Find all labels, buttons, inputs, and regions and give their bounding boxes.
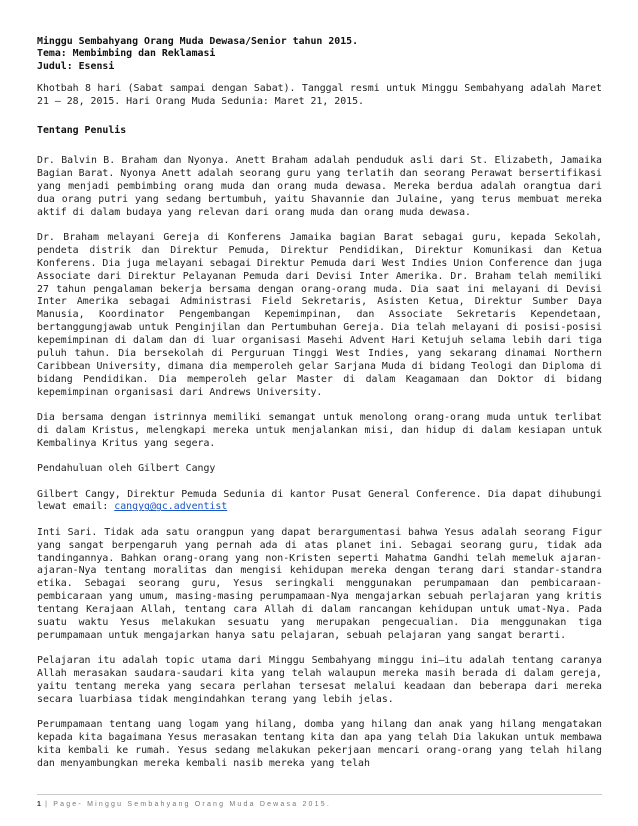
email-link[interactable]: cangyg@gc.adventist bbox=[114, 501, 228, 513]
page-footer bbox=[37, 799, 602, 812]
header-week-title: Minggu Sembahyang Orang Muda Dewasa/Senior tahun 2015. bbox=[37, 36, 359, 47]
footer-separator: | bbox=[45, 801, 50, 808]
footer-divider bbox=[37, 794, 602, 795]
paragraph-inti-sari: Inti Sari. Tidak ada satu orangpun yang dapat berargumentasi bahwa Yesus adalah seorang Figur yang sangat berpengaruh yang pernah ada di atas planet ini. Sebagai seorang guru, tidak ada tandingannya. Bahkan orang-orang yang non-Kristen seperti Mahatma Gandhi telah memeluk ajaran-ajaran-Nya tentang moralitas dan mengisi kehidupan mereka dengan terang dari standar-standra etika. Sebagai seorang guru, Yesus seringkali menggunakan perumpamaan dan pembicaraan-pembicaraan yang umum, masing-masing perumpamaan-Nya mengajarkan sebuah perlajaran yang kritis tentang Kerajaan Allah, tentang cara Allah di dalam rancangan kehidupan untuk umat-Nya. Pada suatu waktu Yesus melakukan sesuatu yang merupakan pengecualian. Dia menggunakan tiga perumpamaan untuk mengajarkan hanya satu pelajaran, sebuah pelajaran yang sangat berarti. bbox=[37, 526, 602, 641]
intro-paragraph: Khotbah 8 hari (Sabat sampai dengan Sabat). Tanggal resmi untuk Minggu Sembahyang adalah Maret 21 – 28, 2015. Hari Orang Muda Sedunia: Maret 21, 2015. bbox=[37, 83, 602, 107]
paragraph-passion: Dia bersama dengan istrinnya memiliki semangat untuk menolong orang-orang muda untuk terlibat di dalam Kristus, melengkapi mereka untuk menjalankan misi, dan hidup di dalam kesiapan untuk Kembalinya Kritus yang segera. bbox=[37, 412, 602, 449]
body-text bbox=[37, 155, 602, 783]
intro-block bbox=[37, 83, 602, 109]
section-title: Tentang Penulis bbox=[37, 125, 127, 136]
paragraph-parables: Perumpamaan tentang uang logam yang hilang, domba yang hilang dan anak yang hilang mengatakan kepada kita bagaimana Yesus merasakan tentang kita dan apa yang telah Dia lakukan untuk membawa kita kembali ke rumah. Yesus sedang melakukan pekerjaan mencari orang-orang yang telah hilang dan menyambungkan mereka kembali nasib mereka yang telah bbox=[37, 719, 602, 769]
paragraph-braham-career: Dr. Braham melayani Gereja di Konferens Jamaika bagian Barat sebagai guru, kepada Sekolah, pendeta distrik dan Direktur Pemuda, Direktur Pendidikan, Direktur Komunikasi dan Ketua Konferens. Dia juga melayani sebagai Direktur Pemuda dari West Indies Union Conference dan juga Associate dari Direktur Pelayanan Pemuda dari Devisi Inter Amerika. Dr. Braham telah memiliki 27 tahun pengalaman bekerja bersama dengan orang-orang muda. Dia saat ini melayani di Devisi Inter Amerika sebagai Administrasi Field Sekretaris, Asisten Ketua, Direktur Sumber Daya Manusia, Koordinator Pengembangan Kepemimpinan, dan Associate Sekretaris Kependetaan, bertanggungjawab untuk Penginjilan dan Pertumbuhan Gereja. Dia telah melayani di posisi-posisi kepemimpinan di dalam dan di luar organisasi Masehi Advent Hari Ketujuh selama lebih dari tiga puluh tahun. Dia bersekolah di Perguruan Tinggi West Indies, yang sekarang dinamai Northern Caribbean University, dimana dia memperoleh gelar Sarjana Muda di bidang Teologi dan Diploma di bidang Pendidikan. Dia memperoleh gelar Master di dalam Keagamaan dan Doktor di bidang kepemimpinan organisasi dari Andrews University. bbox=[37, 231, 602, 398]
paragraph-lesson: Pelajaran itu adalah topic utama dari Minggu Sembahyang minggu ini—itu adalah tentang caranya Allah merasakan saudara-saudari kita yang telah walaupun mereka masih berada di dalam gereja, yaitu tentang mereka yang secara perlahan tersesat melalui keadaan dan beberapa dari mereka secara luarbiasa tidak mengindahkan terang yang lebih jelas. bbox=[37, 655, 602, 705]
contact-text: Gilbert Cangy, Direktur Pemuda Sedunia di kantor Pusat General Conference. Dia dapat dihubungi lewat email: bbox=[37, 488, 602, 513]
document-header bbox=[37, 36, 602, 73]
footer-text: Page- Minggu Sembahyang Orang Muda Dewasa 2015. bbox=[53, 801, 331, 808]
header-title: Judul: Esensi bbox=[37, 60, 115, 72]
paragraph-authors: Dr. Balvin B. Braham dan Nyonya. Anett Braham adalah penduduk asli dari St. Elizabeth, Jamaika Bagian Barat. Nyonya Anett adalah seorang guru yang terlatih dan seorang Perawat bersertifikasi yang menjadi pembimbing orang muda dan orang muda dewasa. Mereka berdua adalah orangtua dari dua orang putri yang sedang bertumbuh, yaitu Shavannie dan Julaine, yang terus membuat mereka aktif di dalam budaya yang relevan dari orang muda dan orang muda dewasa. bbox=[37, 155, 602, 218]
header-theme: Tema: Membimbing dan Reklamasi bbox=[37, 48, 216, 60]
page-number: 1 bbox=[37, 801, 41, 808]
paragraph-introduction-heading: Pendahuluan oleh Gilbert Cangy bbox=[37, 463, 216, 475]
paragraph-contact bbox=[37, 489, 602, 515]
